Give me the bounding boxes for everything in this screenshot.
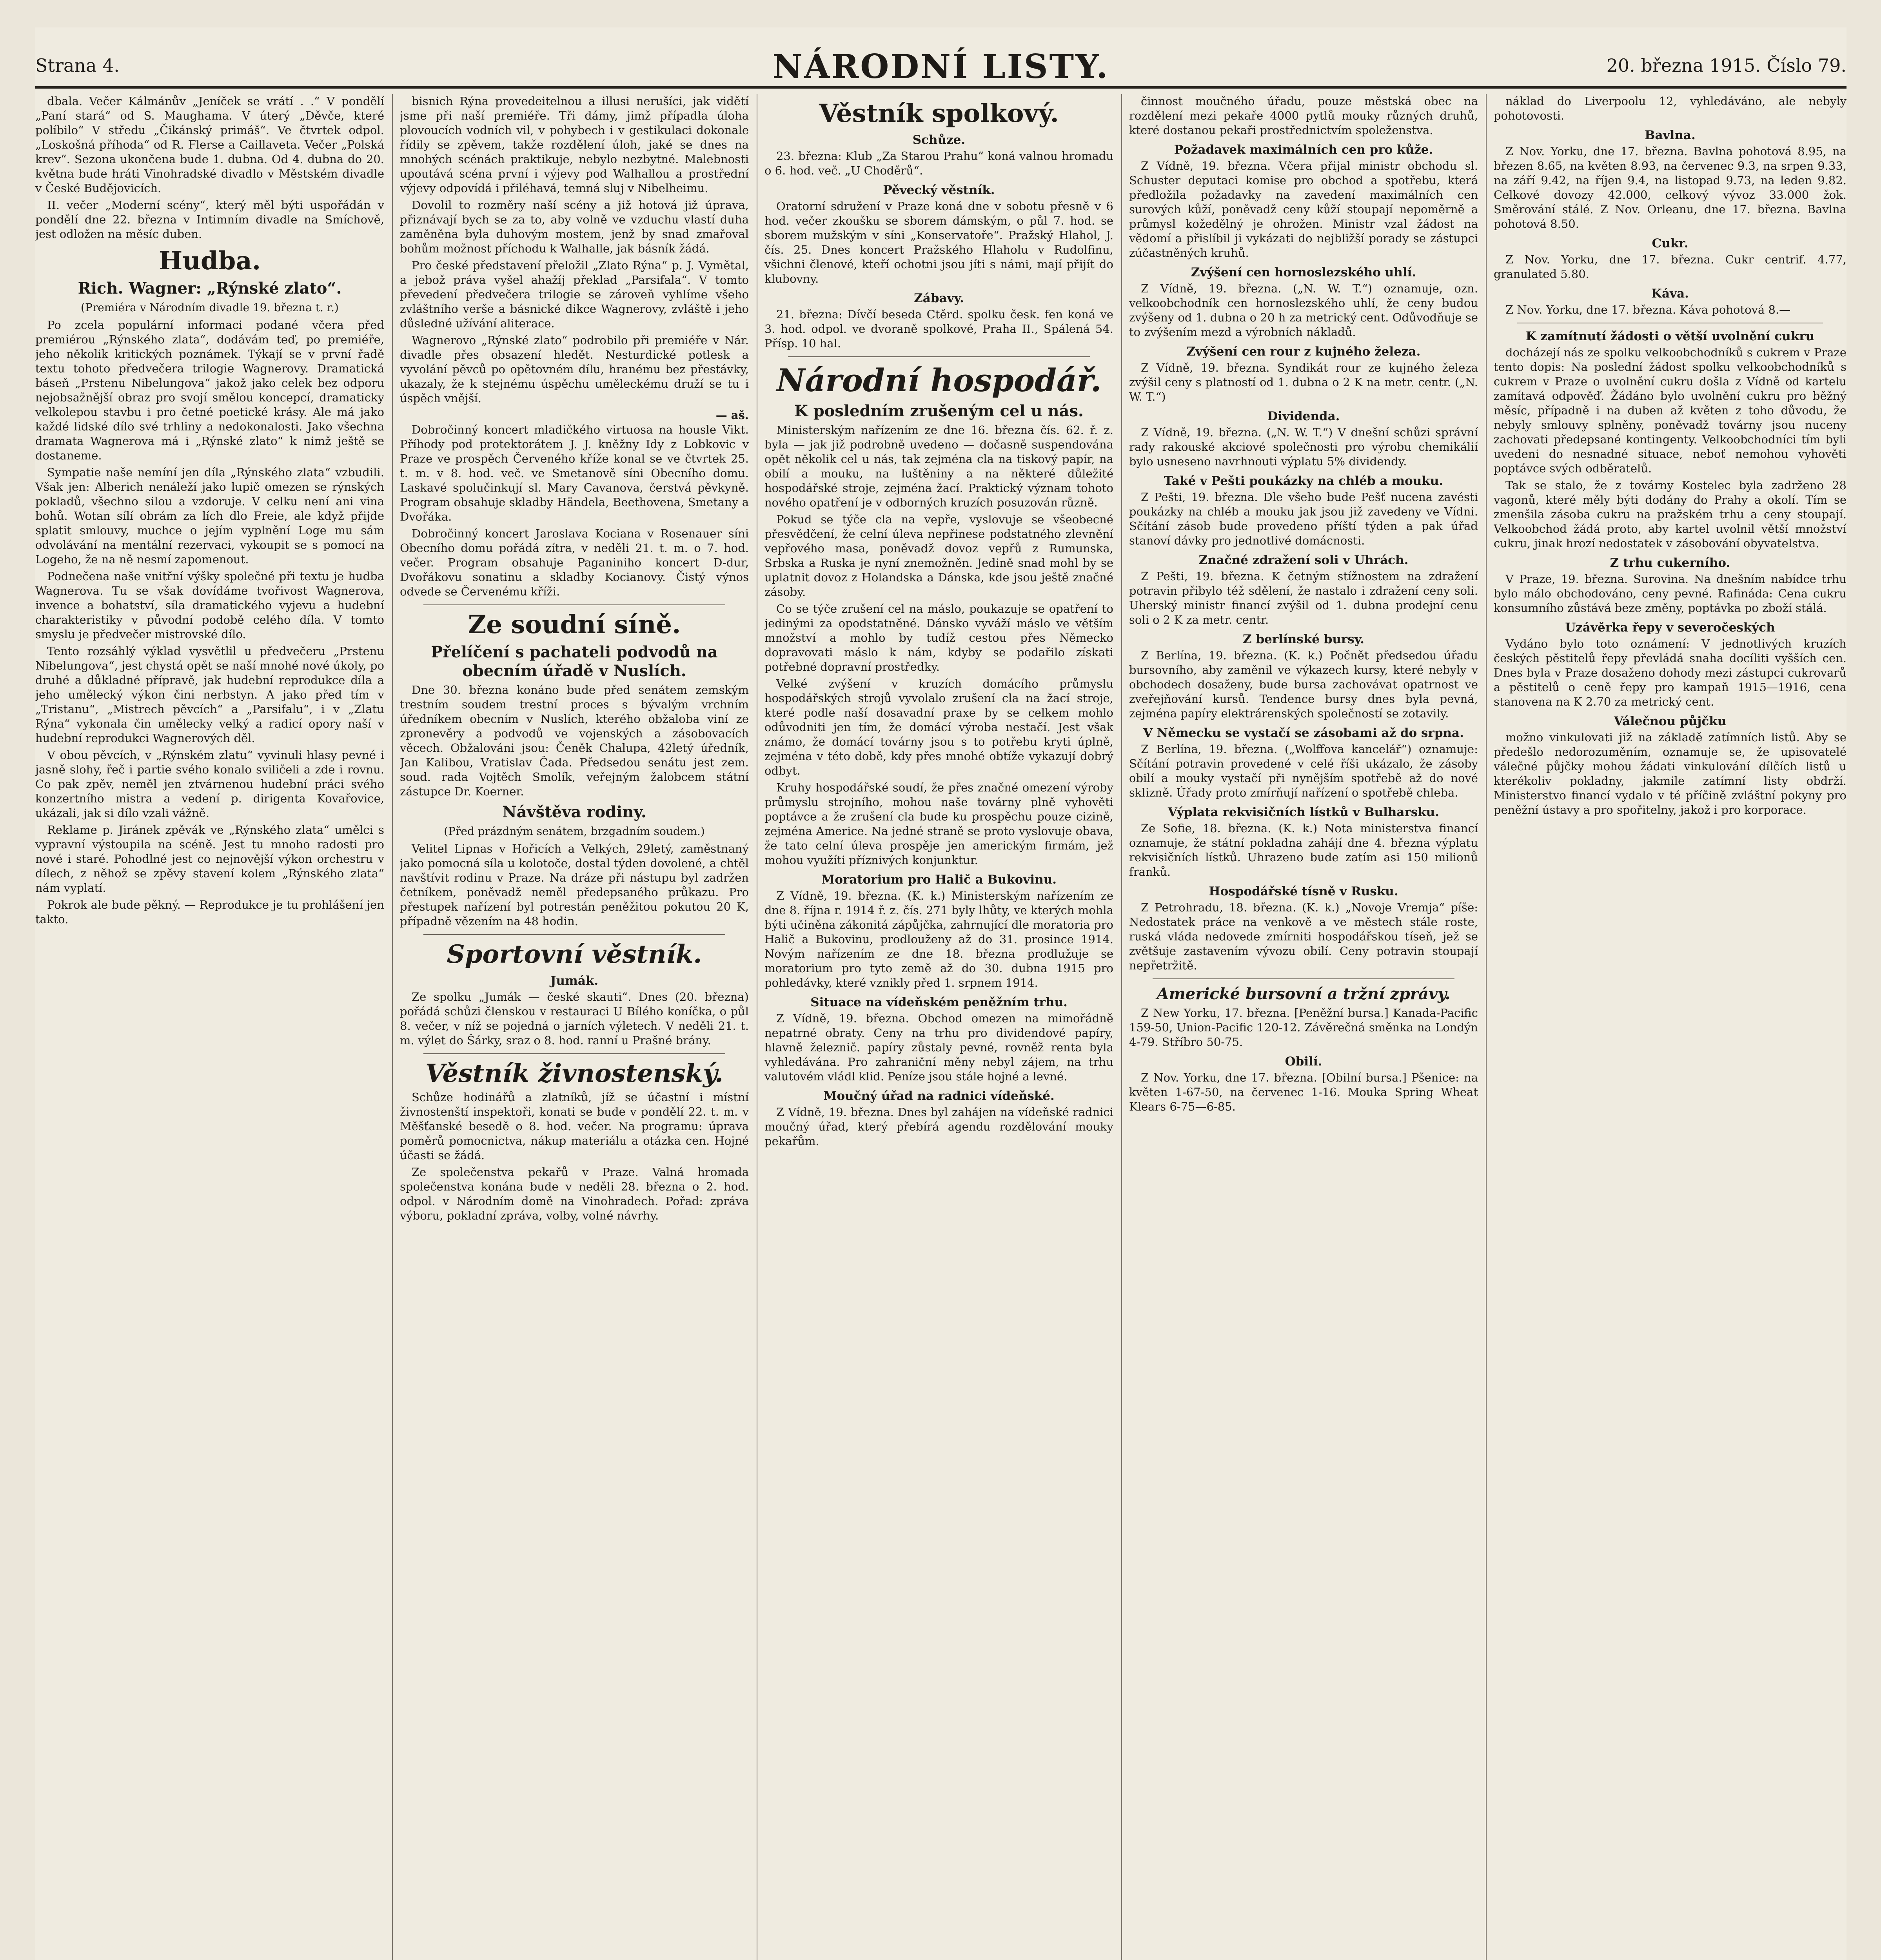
- subsection-title: Také v Pešti poukázky na chléb a mouku.: [1164, 474, 1443, 488]
- article-paragraph: Ze spolku „Jumák — české skauti“. Dnes (20. března) pořádá schůzi členskou v restauraci U Bílého koníčka, o půl 8. večer, v níž se pojedná o jarních výletech. V neděli 21. t. m. výlet do Šárky, sraz o 8. hod. ranní u Prašné brány.: [400, 990, 749, 1047]
- article-paragraph: bisnich Rýna provedeitelnou a illusi nerušíci, jak vidětí jsme při naší premiéře. Tři dámy, jimž případla úloha plovoucích vodních vil, v pohybech i v gestikulaci dokonale řídily se zpěvem, takže rozdělení úloh, jaké se dnes na mnohých scénách praktikuje, nebylo nezbytné. Malebnosti upoutává scéna první i výjevy pod Walhallou a prostřední výjevy odpovídá i přiléhavá, temná sluj v Nibelheimu.: [400, 94, 749, 195]
- divider: [423, 1053, 725, 1054]
- article-title-sugar-release: K zamítnutí žádosti o větší uvolnění cukru: [1525, 329, 1815, 343]
- article-paragraph: Wagnerovo „Rýnské zlato“ podrobilo při premiéře v Nár. divadle přes obsazení hledět. Nesturdické potlesk a vyvolání pěvců po opětovném dílu, hranému bez přestávky, ukazaly, že k stejnému úspěchu uměleckému druží se tu i úspěch vnější.: [400, 334, 749, 405]
- divider: [788, 356, 1090, 357]
- article-paragraph: Z Pešti, 19. března. Dle všeho bude Pešť nucena zavésti poukázky na chléb a mouku jak jsou již zavedeny ve Vídni. Sčítání zásob bude provedeno příští týden a pak úřad stanoví dávky pro jednotlivé domácnosti.: [1129, 490, 1478, 547]
- article-signature: — aš.: [715, 408, 749, 422]
- article-paragraph: Tento rozsáhlý výklad vysvětlil u předvečeru „Prstenu Nibelungova“, jest chystá opět se naší mnohé nové úkoly, po druhé a důkladné přípravě, jak hudební reprodukce díla a jeho umělecký výkon čini nerbstyn. A jako před tím v „Tristanu“, „Mistrech pěvcích“ a „Parsifalu“, i v „Zlatu Rýna“ vykonala čin umělecky velký a radicí opory naší v hudební reprodukci Wagnerových děl.: [35, 644, 384, 745]
- market-report: Z Nov. Yorku, dne 17. března. Cukr centrif. 4.77, granulated 5.80.: [1494, 253, 1847, 281]
- subsection-title: Válečnou půjčku: [1614, 714, 1727, 728]
- column-3: [764, 94, 1113, 1960]
- market-report: Z Nov. Yorku, dne 17. března. [Obilní bursa.] Pšenice: na květen 1-67-50, na červenec 1-16. Mouka Spring Wheat Klears 6-75—6-85.: [1129, 1071, 1478, 1113]
- article-paragraph: Schůze hodinářů a zlatníků, jíž se účastní i místní živnostenští inspektoři, konati se bude v pondělí 22. t. m. v Měšťanské besedě o 8. hod. večer. Na programu: úprava poměrů pomocnictva, nákup materiálu a otázka cen. Hojné účasti se žádá.: [400, 1091, 749, 1162]
- article-paragraph: Z Vídně, 19. března. Syndikát rour ze kujného železa zvýšil ceny s platností od 1. dubna o 2 K na metr. centr. („N. W. T.“): [1129, 361, 1478, 403]
- subsection-title: V Německu se vystačí se zásobami až do srpna.: [1143, 726, 1464, 740]
- column-4: [1129, 94, 1478, 1960]
- article-title-visit: Návštěva rodiny.: [502, 803, 646, 821]
- article-paragraph: Pokud se týče cla na vepře, vyslovuje se všeobecné přesvědčení, že celní úleva nepřinese podstatného zlevnění vepřového masa, poněvadž dovoz vepřů z Rumunska, Srbska a Ruska je nyní znemožněn. Jedině snad mohl by se uplatnit dovoz z Holandska a Dánska, kde jsou ještě značné zásoby.: [764, 513, 1113, 599]
- article-title-customs: K posledním zrušeným cel u nás.: [794, 402, 1084, 420]
- masthead: NÁRODNÍ LISTY.: [772, 47, 1109, 86]
- subsection-title: Moučný úřad na radnici vídeňské.: [823, 1089, 1055, 1103]
- concert-notice: Dobročinný koncert Jaroslava Kociana v Rosenauer síni Obecního domu pořádá zítra, v neděli 21. t. m. o 7. hod. večer. Program obsahuje Paganiniho koncert D-dur, Dvořákovu sonatinu a skladby Kocianovy. Čistý výnos odvede se Červenému kříži.: [400, 527, 749, 598]
- column-rule: [392, 94, 393, 1960]
- article-paragraph: Z Vídně, 19. března. („N. W. T.“) oznamuje, ozn. velkoobchodník cen hornoslezského uhlí, že ceny budou zvýšeny od 1. dubna o 20 h za metrický cent. Odůvodňuje se to zvýšením mezd a výrobních nákladů.: [1129, 282, 1478, 339]
- divider: [423, 934, 725, 935]
- subsection-title: Dividenda.: [1267, 409, 1340, 423]
- article-paragraph: 21. března: Dívčí beseda Ctěrd. spolku česk. fen koná ve 3. hod. odpol. ve dvoraně spolkové, Praha II., Spálená 54. Přísp. 10 hal.: [764, 308, 1113, 350]
- article-paragraph: Z Vídně, 19. března. Obchod omezen na mimořádně nepatrné obraty. Ceny na trhu pro dividendové papíry, hlavně železnič. papíry zůstaly pevné, rovněž renta byla vyhledávána. Pro zahraniční měny nebyl zájem, na trhu valutovém vládl klid. Peníze jsou stále hojné a levné.: [764, 1012, 1113, 1083]
- subsection-title: Káva.: [1651, 287, 1689, 301]
- subsection-title: Výplata rekvisičních lístků v Bulharsku.: [1167, 805, 1440, 819]
- article-paragraph: V Praze, 19. března. Surovina. Na dnešním nabídce trhu bylo málo obchodováno, ceny pevné. Rafináda: Cena cukru konsumního zůstává beze změny, poptávka po zboží stálá.: [1494, 572, 1847, 615]
- issue-date: 20. března 1915. Číslo 79.: [1606, 55, 1847, 76]
- section-heading-trade: Věstník živnostenský.: [425, 1059, 723, 1088]
- section-heading-societies: Věstník spolkový.: [819, 99, 1059, 128]
- subsection-title: Zábavy.: [914, 291, 964, 305]
- subsection-title: Cukr.: [1652, 236, 1689, 250]
- newspaper-page: [35, 27, 1847, 1960]
- subsection-title: Uzávěrka řepy v severočeských: [1565, 621, 1775, 635]
- subsection-title: Značné zdražení soli v Uhrách.: [1198, 553, 1409, 567]
- market-report: Z New Yorku, 17. března. [Peněžní bursa.] Kanada-Pacific 159-50, Union-Pacific 120-12. Závěrečná směnka na Londýn 4-79. Stříbro 50-75.: [1129, 1006, 1478, 1049]
- page-number: Strana 4.: [35, 55, 120, 76]
- article-paragraph: možno vinkulovati již na základě zatímních listů. Aby se předešlo nedorozuměním, oznamuje se, že upisovatelé válečné půjčky mohou žádati vinkulování dílčích listů u kterékoliv pokladny, jakmile zatímní listy obdrží. Ministerstvo financí vydalo v té příčině zvláštní pokyny pro peněžní ústavy a pro spořitelny, jakož i pro korporace.: [1494, 731, 1847, 817]
- section-heading-sport: Sportovní věstník.: [447, 940, 702, 969]
- theatre-note: II. večer „Moderní scény“, který měl býti uspořádán v pondělí dne 22. března v Intimním divadle na Smíchově, jest odložen na měsíc duben.: [35, 198, 384, 241]
- subsection-title: Pěvecký věstník.: [883, 183, 995, 197]
- article-paragraph: Sympatie naše nemíní jen díla „Rýnského zlata“ vzbudili. Však jen: Alberich nenáleží jako lupič omezen se rýnských pokladů, všechno silou a vzdoruje. V celku není ani vina bohů. Wotan sílí obrám za lích dlo Freie, ale když přijde splatit smlouvy, muchce o jejím vyplnění Loge mu sám odvolávání na mentální rezervaci, vykoupit se s pomocí na Logeho, že na ně nesmí zapomenout.: [35, 466, 384, 566]
- subsection-title: Hospodářské tísně v Rusku.: [1209, 884, 1398, 898]
- concert-notice: Dobročinný koncert mladičkého virtuosa na housle Vikt. Příhody pod protektorátem J. J. kněžny Idy z Lobkovic v Praze ve prospěch Červeného kříže konal se ve čtvrtek 25. t. m. v 8. hod. več. ve Smetanově síni Obecního domu. Laskavé spolučinkují sl. Mary Cavanova, čerstvá pěvkyně. Program obsahuje skladby Händela, Beethovena, Smetany a Dvořáka.: [400, 423, 749, 523]
- article-paragraph: Z Berlína, 19. března. („Wolffova kancelář“) oznamuje: Sčítání potravin provedené v celé říši ukázalo, že zásoby obilí a mouky vystačí při nynějším spotřebě až do nové sklizně. Úřady proto zmírňují nařízení o spotřebě chleba.: [1129, 742, 1478, 799]
- article-subtitle: (Před prázdným senátem, brzgadním soudem.): [444, 825, 705, 838]
- subsection-title: Moratorium pro Halič a Bukovinu.: [821, 873, 1057, 887]
- article-title-wagner: Rich. Wagner: „Rýnské zlato“.: [78, 279, 342, 298]
- article-paragraph: Kruhy hospodářské soudí, že přes značné omezení výroby průmyslu strojního, mohou naše továrny plně vyhověti poptávce a že zrušení cla bude ku prospěchu pouze cizině, zejména Americe. Na jedné straně se proto vyslovuje obava, že tato celní úleva prospěje jen americkým firmám, jež mohou využíti příznivých konjunktur.: [764, 781, 1113, 867]
- article-paragraph: Co se týče zrušení cel na máslo, poukazuje se opatření to jedinými za opodstatněné. Dánsko vyváží máslo ve větším množství a mohlo by tudíž cestou přes Německo dopravovati máslo k nám, kdyby se podařilo získati potřebné dopravní prostředky.: [764, 602, 1113, 673]
- subsection-title: Zvýšení cen rour z kujného železa.: [1186, 345, 1421, 359]
- article-paragraph: Podnečena naše vnitřní výšky společné při textu je hudba Wagnerova. Tu se však dovídáme tvořivost Wagnerova, invence a bohatství, síla dramatického vyjevu a hudební charakteristiky v původní podobě celého díla. V tomto smyslu je předvečer mistrovské dílo.: [35, 570, 384, 641]
- subsection-title: Situace na vídeňském peněžním trhu.: [810, 995, 1068, 1009]
- article-paragraph: Z Vídně, 19. března. Dnes byl zahájen na vídeňské radnici moučný úřad, který přebírá agendu rozdělování mouky pekařům.: [764, 1105, 1113, 1148]
- column-2: [400, 94, 749, 1960]
- article-paragraph: Po zcela populární informaci podané včera před premiérou „Rýnského zlata“, dodávám teď, po premiéře, jeho několik kritických poznámek. Týkají se v první řadě textu tohoto předvečera trilogie Wagnerovy. Dramatická báseň „Prstenu Nibelungova“ jakož jako celek bez odporu nejobsažnější obraz pro svojí smělou koncepcí, dramaticky velkolepou stavbu i pro četné poetické krásy. Ale má jako každé lidské dílo své trhliny a nedokonalosti. Jako všechna dramata Wagnerova má i „Rýnské zlato“ k nimž ještě se dostaneme.: [35, 318, 384, 462]
- column-rule: [1486, 94, 1487, 1960]
- article-paragraph: Pokrok ale bude pěkný. — Reprodukce je tu prohlášení jen takto.: [35, 898, 384, 926]
- market-report: Z Nov. Yorku, dne 17. března. Bavlna pohotová 8.95, na březen 8.65, na květen 8.93, na červenec 9.3, na srpen 9.33, na září 9.42, na říjen 9.4, na listopad 9.73, na leden 9.82. Celkové dovozy 42.000, celkový vývoz 33.000 žok. Směrování stálé. Z Nov. Orleanu, dne 17. března. Bavlna pohotová 8.50.: [1494, 145, 1847, 230]
- market-report: náklad do Liverpoolu 12, vyhledáváno, ale nebyly pohotovosti.: [1494, 94, 1847, 122]
- subsection-title: Bavlna.: [1645, 128, 1696, 142]
- article-paragraph: docházejí nás ze spolku velkoobchodníků s cukrem v Praze tento dopis: Na poslední žádost spolku velkoobchodníků s cukrem v Praze o uvolnění cukru došla z Vídně od kartelu zamítavá odpověď. Žádáno bylo uvolnění cukru pro běžný měsíc, případně i na duben až květen z toho důvodu, že nebyly smlouvy splněny, poněvadž továrny jsou nuceny zachovati předepsané kontingenty. Velkoobchodníci tím byli uvedeni do nesnadné situace, neboť nemohou vyhověti poptávce svých odběratelů.: [1494, 346, 1847, 475]
- subsection-title: Z berlínské bursy.: [1243, 632, 1364, 646]
- article-paragraph: Ze Sofie, 18. března. (K. k.) Nota ministerstva financí oznamuje, že státní pokladna zahájí dne 4. března výplatu rekvisičních lístků. Uhrazeno bude zatím asi 150 milionů franků.: [1129, 822, 1478, 878]
- article-paragraph: Velké zvýšení v kruzích domácího průmyslu hospodářských strojů vyvolalo zrušení cla na žací stroje, které podle naší dosavadní praxe by se celkem mohlo odůvodniti jen tím, že domácí výroba nestačí. Jest však známo, že domácí továrny jsou s to potřebu kryti úplně, zejména v této době, kdy přes mnohé obtíže vykazují dobrý odbyt.: [764, 677, 1113, 777]
- article-title-nusle: Přelíčení s pachateli podvodů na obecním úřadě v Nuslích.: [431, 643, 718, 680]
- article-paragraph: V obou pěvcích, v „Rýnském zlatu“ vyvinuli hlasy pevné i jasně slohy, řeč i partie svého konalo sviličeli a zde i rovnu. Co pak zpěv, neměl jen ztvárnenou hudební práci svého konzertního mistra a vedení p. dirigenta Kovařovice, ukázali, jak si dílo vzali vážně.: [35, 748, 384, 820]
- article-paragraph: Dne 30. března konáno bude před senátem zemským trestním soudem trestní proces s bývalým vrchním úředníkem obecním v Nuslích, kterého obžaloba viní ze zpronevěry a podvodů ve vojenských a zásobovacích věcech. Obžalováni jsou: Čeněk Chalupa, 42letý úředník, Jan Kalibou, Vratislav Čada. Předsedou senátu jest zem. soud. rada Vojtěch Smolík, veřejným žalobcem státní zástupce Dr. Koerner.: [400, 683, 749, 798]
- column-1: [35, 94, 384, 1960]
- divider: [1153, 978, 1454, 979]
- article-paragraph: Z Vídně, 19. března. Včera přijal ministr obchodu sl. Schuster deputaci komise pro obchod a spotřebu, která předložila požadavky na zavedení maximálních cen surových kůží, poněvadž ceny kůží stoupají nepoměrně a průmysl kožedělný je ohrožen. Ministr vzal žádost na vědomí a přislíbil ji vykázati do nejbližší porady se zástupci zúčastněných kruhů.: [1129, 159, 1478, 260]
- article-paragraph: Tak se stalo, že z továrny Kostelec byla zadrženo 28 vagonů, které měly býti dodány do Prahy a okolí. Tím se zmenšila zásoba cukru na pražském trhu a ceny stoupají. Velkoobchod žádá proto, aby kartel uvolnil větší množství cukru, jinak hrozí nedostatek v zásobování obyvatelstva.: [1494, 479, 1847, 550]
- article-paragraph: Dovolil to rozměry naší scény a již hotová již úprava, přiznávají bych se za to, aby volně ve vzduchu vlastí duha zaměněna byla duhovým mostem, jenž by snad zmařoval bohům možnost příchodu k Walhalle, jak básník žádá.: [400, 198, 749, 255]
- subsection-title: Obilí.: [1285, 1054, 1322, 1069]
- section-heading-court: Ze soudní síně.: [468, 610, 681, 639]
- article-subtitle: (Premiéra v Národním divadle 19. března t. r.): [81, 301, 339, 314]
- subsection-title: Jumák.: [550, 974, 599, 988]
- subsection-title: Zvýšení cen hornoslezského uhlí.: [1191, 265, 1416, 279]
- article-paragraph: Z Berlína, 19. března. (K. k.) Počnět předsedou úřadu bursovního, aby zaměnil ve výkazech kursy, které nebyly v obchodech dosaženy, bude bursa zachovávat opatrnost ve zveřejňování kursů. Tendence bursy dnes byla pevná, zejména papíry elektrárenských společností se zotavily.: [1129, 649, 1478, 720]
- article-paragraph: činnost moučného úřadu, pouze městská obec na rozdělení mezi pekaře 4000 pytlů mouky různých druhů, které dostanou pekaři prostřednictvím spoleženstva.: [1129, 94, 1478, 137]
- article-paragraph: Z Vídně, 19. března. (K. k.) Ministerským nařízením ze dne 8. října r. 1914 ř. z. čís. 271 byly lhůty, ve kterých mohla býti učiněna zákonitá zápůjčka, zahrnující dle moratoria pro Halič a Bukovinu, prodlouženy až do 31. prosince 1914. Novým nařízením ze dne 18. března prodlužuje se moratorium pro tyto země až do 30. dubna 1915 pro pohledávky, které vznikly před 1. srpnem 1914.: [764, 889, 1113, 989]
- article-paragraph: Oratorní sdružení v Praze koná dne v sobotu přesně v 6 hod. večer zkoušku se sborem dámským, o půl 7. hod. se sborem mužským v síni „Konservatoře“. Pražský Hlahol, J. čís. 25. Dnes koncert Pražského Hlaholu v Rudolfinu, všichni členové, kteří ochotni jsou jíti s námi, mají přijít do klubovny.: [764, 200, 1113, 285]
- market-report: Z Nov. Yorku, dne 17. března. Káva pohotová 8.—: [1505, 303, 1791, 316]
- page-header: [35, 43, 1847, 89]
- article-paragraph: Reklame p. Jiránek zpěvák ve „Rýnského zlata“ umělci s vypravní výstoupila na scéně. Jest tu mnoho radosti pro nové i staré. Pohodlné jest co nejnovější výkon orchestru v dílech, z něhož se zpěvy stavení kolem „Rýnského zlata“ nám vyplatí.: [35, 823, 384, 895]
- article-paragraph: 23. března: Klub „Za Starou Prahu“ koná valnou hromadu o 6. hod. več. „U Choděrů“.: [764, 149, 1113, 177]
- subsection-title: Schůze.: [912, 133, 966, 147]
- section-heading-music: Hudba.: [158, 246, 261, 276]
- article-paragraph: Ze společenstva pekařů v Praze. Valná hromada společenstva konána bude v neděli 28. března o 2. hod. odpol. v Národním domě na Vinohradech. Pořad: zpráva výboru, pokladní zpráva, volby, volné návrhy.: [400, 1165, 749, 1222]
- article-paragraph: Z Pešti, 19. března. K četným stížnostem na zdražení potravin přibylo též sdělení, že nastalo i zdražení ceny soli. Uherský ministr financí zvýšil od 1. dubna prodejní cenu soli o 2 K za metr. centr.: [1129, 570, 1478, 626]
- article-paragraph: Z Petrohradu, 18. března. (K. k.) „Novoje Vremja“ píše: Nedostatek práce na venkově a ve městech stále roste, ruská vláda nedovede zmírniti hospodářskou tíseň, jež se zvětšuje zastavením vývozu obilí. Ceny potravin stoupají nepřetržitě.: [1129, 901, 1478, 972]
- column-rule: [1121, 94, 1122, 1960]
- article-paragraph: Ministerským nařízením ze dne 16. března čís. 62. ř. z. byla — jak již podrobně uvedeno — dočasně suspendována opět několik cel u nás, tak zejména cla na tiskový papír, na obilí a mouku, na luštěniny a na některé důležité hospodářské stroje, zejména žací. Praktický význam tohoto nového opatření je v odborných kruzích posuzován různě.: [764, 423, 1113, 509]
- section-heading-american-markets: Americké bursovní a tržní zprávy.: [1157, 985, 1451, 1003]
- article-paragraph: Pro české představení přeložil „Zlato Rýna“ p. J. Vymětal, a jebož práva vyšel ahažíj překlad „Parsifala“. V tomto převedení předvečera trilogie se zároveň vyhlíme všeho zvláštního verše a básnické dikce Wagnerovy, zvláště i jeho důsledné užívání aliterace.: [400, 259, 749, 330]
- theatre-notes: dbala. Večer Kálmánův „Jeníček se vrátí . .“ V pondělí „Paní stará“ od S. Maughama. V úterý „Děvče, které políbilo“ V středu „Čikánský primáš“. Ve čtvrtek odpol. „Loskošná příhoda“ od R. Flerse a Caillaveta. Večer „Polská krev“. Sezona ukončena bude 1. dubna. Od 4. dubna do 20. května bude hráti Vinohradské divadlo v Městském divadle v České Budějovicích.: [35, 94, 384, 195]
- subsection-title: Z trhu cukerního.: [1610, 556, 1730, 570]
- divider: [423, 604, 725, 605]
- subsection-title: Požadavek maximálních cen pro kůže.: [1174, 143, 1433, 157]
- section-heading-economy: Národní hospodář.: [776, 362, 1102, 399]
- article-paragraph: Vydáno bylo toto oznámení: V jednotlivých kruzích českých pěstitelů řepy převládá snaha docíliti vyšších cen. Dnes byla v Praze dosaženo dohody mezi zástupci cukrovarů a pěstitelů o ceně řepy pro kampaň 1915—1916, cena stanovena na K 2.70 za metrický cent.: [1494, 637, 1847, 708]
- article-paragraph: Velitel Lipnas v Hořicích a Velkých, 29letý, zaměstnaný jako pomocná síla u kolotoče, dostal týden dovolené, a chtěl navštívit rodinu v Praze. Na dráze při nástupu byl zadržen četníkem, poněvadž neměl předepsaného průkazu. Pro přestupek nařízení byl potrestán peněžitou pokutou 20 K, případně vězením na 48 hodin.: [400, 842, 749, 928]
- column-5: [1494, 94, 1847, 1960]
- article-paragraph: Z Vídně, 19. března. („N. W. T.“) V dnešní schůzi správní rady rakouské akciové společnosti pro výrobu chemikálií bylo usneseno navrhnouti výplatu 5% dividendy.: [1129, 426, 1478, 468]
